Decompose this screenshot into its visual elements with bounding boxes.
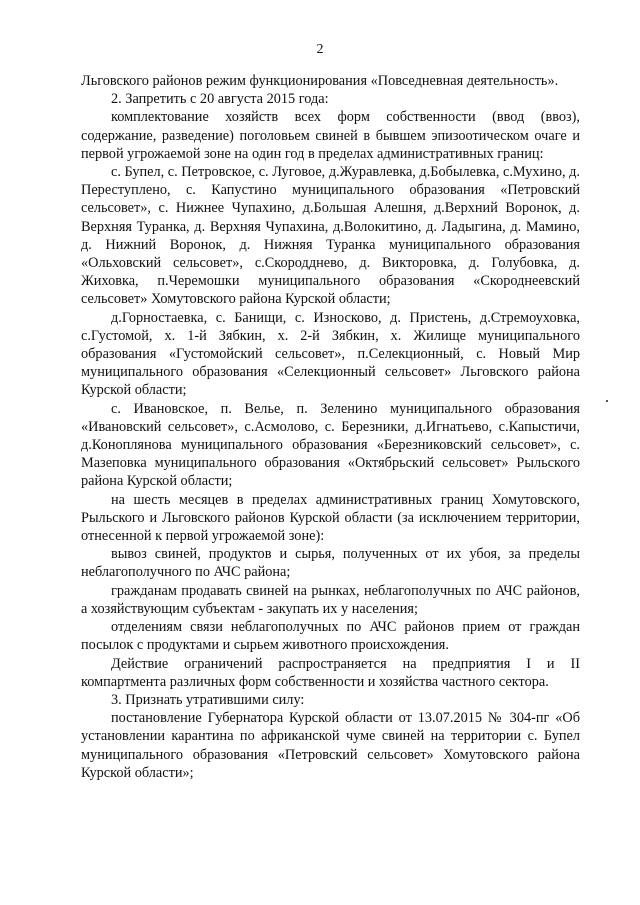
document-body (81, 72, 580, 782)
scan-speck (606, 400, 608, 402)
paragraph: Льговского районов режим функционирования «Повседневная деятельность». (81, 73, 559, 89)
paragraph: 2. Запретить с 20 августа 2015 года: (111, 91, 329, 108)
paragraph: д.Горностаевка, с. Банищи, с. Износково, д. Пристень, д.Стремоуховка, с.Густомой, х. 1-й Зябкин, х. 2-й Зябкин, х. Жилище муниципального образования «Густомойский сельсовет», п.Селекционный, с. Новый Мир муниципального образования «Селекционный сельсовет» Льговского района Курской области; (81, 309, 580, 399)
paragraph: на шесть месяцев в пределах административных границ Хомутовского, Рыльского и Льговского районов Курской области (за исключением территории, отнесенной к первой угрожаемой зоне): (81, 491, 580, 545)
paragraph: вывоз свиней, продуктов и сырья, полученных от их убоя, за пределы неблагополучного по АЧС района; (81, 546, 580, 581)
paragraph: комплектование хозяйств всех форм собственности (ввод (ввоз), содержание, разведение) поголовьем свиней в бывшем эпизоотическом очаге и первой угрожаемой зоне на один год в пределах административных границ: (81, 109, 580, 162)
paragraph: с. Ивановское, п. Велье, п. Зеленино муниципального образования «Ивановский сельсовет», с.Асмолово, с. Березники, д.Игнатьево, с.Капыстичи, д.Коноплянова муниципального образования «Березниковский сельсовет», с. Мазеповка муниципального образования «Октябрьский сельсовет» Рыльского района Курской области; (81, 400, 580, 490)
paragraph: 3. Признать утратившими силу: (111, 691, 305, 708)
page-number: 2 (316, 42, 324, 57)
paragraph: Действие ограничений распространяется на предприятия I и II компартмента различных форм собственности и хозяйства частного сектора. (81, 655, 580, 690)
paragraph: с. Бупел, с. Петровское, с. Луговое, д.Журавлевка, д.Бобылевка, с.Мухино, д. Переступлено, с. Капустино муниципального образования «Петровский сельсовет», с. Нижнее Чупахино, д.Большая Алешня, д.Верхний Воронок, д. Верхняя Туранка, д. Верхняя Чупахина, д.Волокитино, д. Ладыгина, д. Мамино, д. Нижний Воронок, д. Нижняя Туранка муниципального образования «Ольховский сельсовет», с.Скородднево, д. Викторовка, д. Голубовка, д. Жиховка, п.Черемошки муниципального образования «Скороднеевский сельсовет» Хомутовского района Курской области; (81, 164, 580, 308)
paragraph: постановление Губернатора Курской области от 13.07.2015 № 304-пг «Об установлении карантина по африканской чуме свиней на территории с. Бупел муниципального образования «Петровский сельсовет» Хомутовского района Курской области»; (81, 710, 580, 781)
paragraph: отделениям связи неблагополучных по АЧС районов прием от граждан посылок с продуктами и сырьем животного происхождения. (81, 619, 580, 654)
paragraph: гражданам продавать свиней на рынках, неблагополучных по АЧС районов, а хозяйствующим субъектам - закупать их у населения; (81, 582, 580, 617)
